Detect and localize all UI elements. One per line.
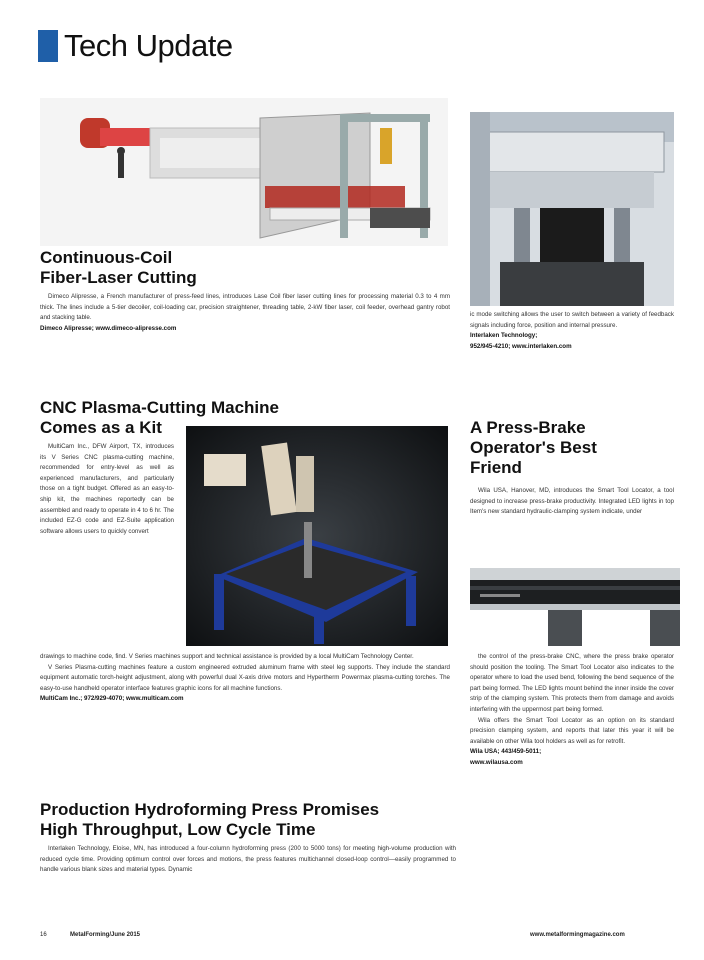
article2-title-line1: CNC Plasma-Cutting Machine xyxy=(40,398,279,417)
article1-title-line2: Fiber-Laser Cutting xyxy=(40,268,197,287)
article3-contact-info: 952/945-4210; www.interlaken.com xyxy=(470,342,572,350)
article3-continued: ic mode switching allows the user to switch between a variety of feedback signals including force, position and internal pressure. xyxy=(470,311,674,329)
plasma-kit-photo xyxy=(186,426,448,646)
article2-contact: MultiCam Inc.; 972/929-4070; www.multicam.com xyxy=(40,695,184,703)
article4-title-line3: Friend xyxy=(470,458,522,477)
page-number: 16 xyxy=(40,932,47,938)
article3-title-line2: High Throughput, Low Cycle Time xyxy=(40,820,316,839)
article1-body: Dimeco Alipresse, a French manufacturer of press-feed lines, introduces Lase Coil fiber laser cutting lines for processing material 0.3 to 4 mm thick. The lines include a 5-tier decoiler, coil-loading car, precision straightener, threading table, 2-kW fiber laser, coil feeder, overhead gantry robot and stacking table. xyxy=(40,293,450,322)
article4-title-line2: Operator's Best xyxy=(470,438,597,457)
article2-body2: V Series Plasma-cutting machines feature a custom engineered extruded aluminum frame with steel leg supports. They include the standard equipment automatic torch-height adjustment, along with powerful dual X-axis drive motors and Hypertherm Powermax plasma-cutting torches. The easy-to-use handheld operator interface features graphic icons for all machine functions. xyxy=(40,663,450,692)
section-color-bar xyxy=(38,30,58,62)
hydroforming-press-photo xyxy=(470,112,674,306)
article2-body-full: drawings to machine code, find. V Series machines support and technical assistance is provided by a local MultiCam Technology Center. xyxy=(40,653,414,660)
article3-title-line1: Production Hydroforming Press Promises xyxy=(40,800,380,819)
article2-body-wrap: MultiCam Inc., DFW Airport, TX, introduces its V Series CNC plasma-cutting machine, recommended for entry-level as well as experienced manufacturers, and particularly those on a tight budget. Offered as an easy-to-ship kit, the machines reportedly can be assembled and ready to operate in 4 to 6 hr. The included EZ-G code and EZ-Suite application software allows users to quickly convert xyxy=(40,443,174,535)
article4-contact-name: Wila USA; 443/459-5011; xyxy=(470,748,542,756)
article1-contact: Dimeco Alipresse; www.dimeco-alipresse.com xyxy=(40,324,177,332)
smart-tool-locator-photo xyxy=(470,560,680,646)
article3-body: Interlaken Technology, Eloise, MN, has introduced a four-column hydroforming press (200 to 5000 tons) for meeting high-volume production with reduced cycle time. Providing optimum control over forces and motions, the press features multichannel closed-loop control—easily programmed to handle various blank sizes and material types. Dynamic xyxy=(40,845,456,874)
article4-title-line1: A Press-Brake xyxy=(470,418,586,437)
publication-name: MetalForming/June 2015 xyxy=(70,932,141,938)
article4-body1: Wila USA, Hanover, MD, introduces the Smart Tool Locator, a tool designed to increase press-brake productivity. Integrated LED lights in top Item's new standard hydraulic-clamping system indicate, under xyxy=(470,487,674,516)
article1-title-line1: Continuous-Coil xyxy=(40,248,173,267)
laser-line-photo xyxy=(40,98,448,246)
article4-body2: the control of the press-brake CNC, where the press brake operator should position the tooling. The Smart Tool Locator also indicates to the operator where to load the used bend, following the bend sequence of the part being formed. The LED lights mount behind the inner inside the cover strip of the clamping system. This protects them from damage and avoids interfering with the uppermost part being formed. xyxy=(470,653,674,713)
article4-body3: Wila offers the Smart Tool Locator as an option on its standard precision clamping system, and reports that later this year it will be available on other Wila tool holders as well as for retrofit. xyxy=(470,716,674,745)
section-title: Tech Update xyxy=(64,28,233,63)
publication-website: www.metalformingmagazine.com xyxy=(530,932,625,938)
article4-contact-web: www.wilausa.com xyxy=(470,758,523,766)
article3-contact-name: Interlaken Technology; xyxy=(470,332,538,340)
article2-title-line2: Comes as a Kit xyxy=(40,418,162,437)
